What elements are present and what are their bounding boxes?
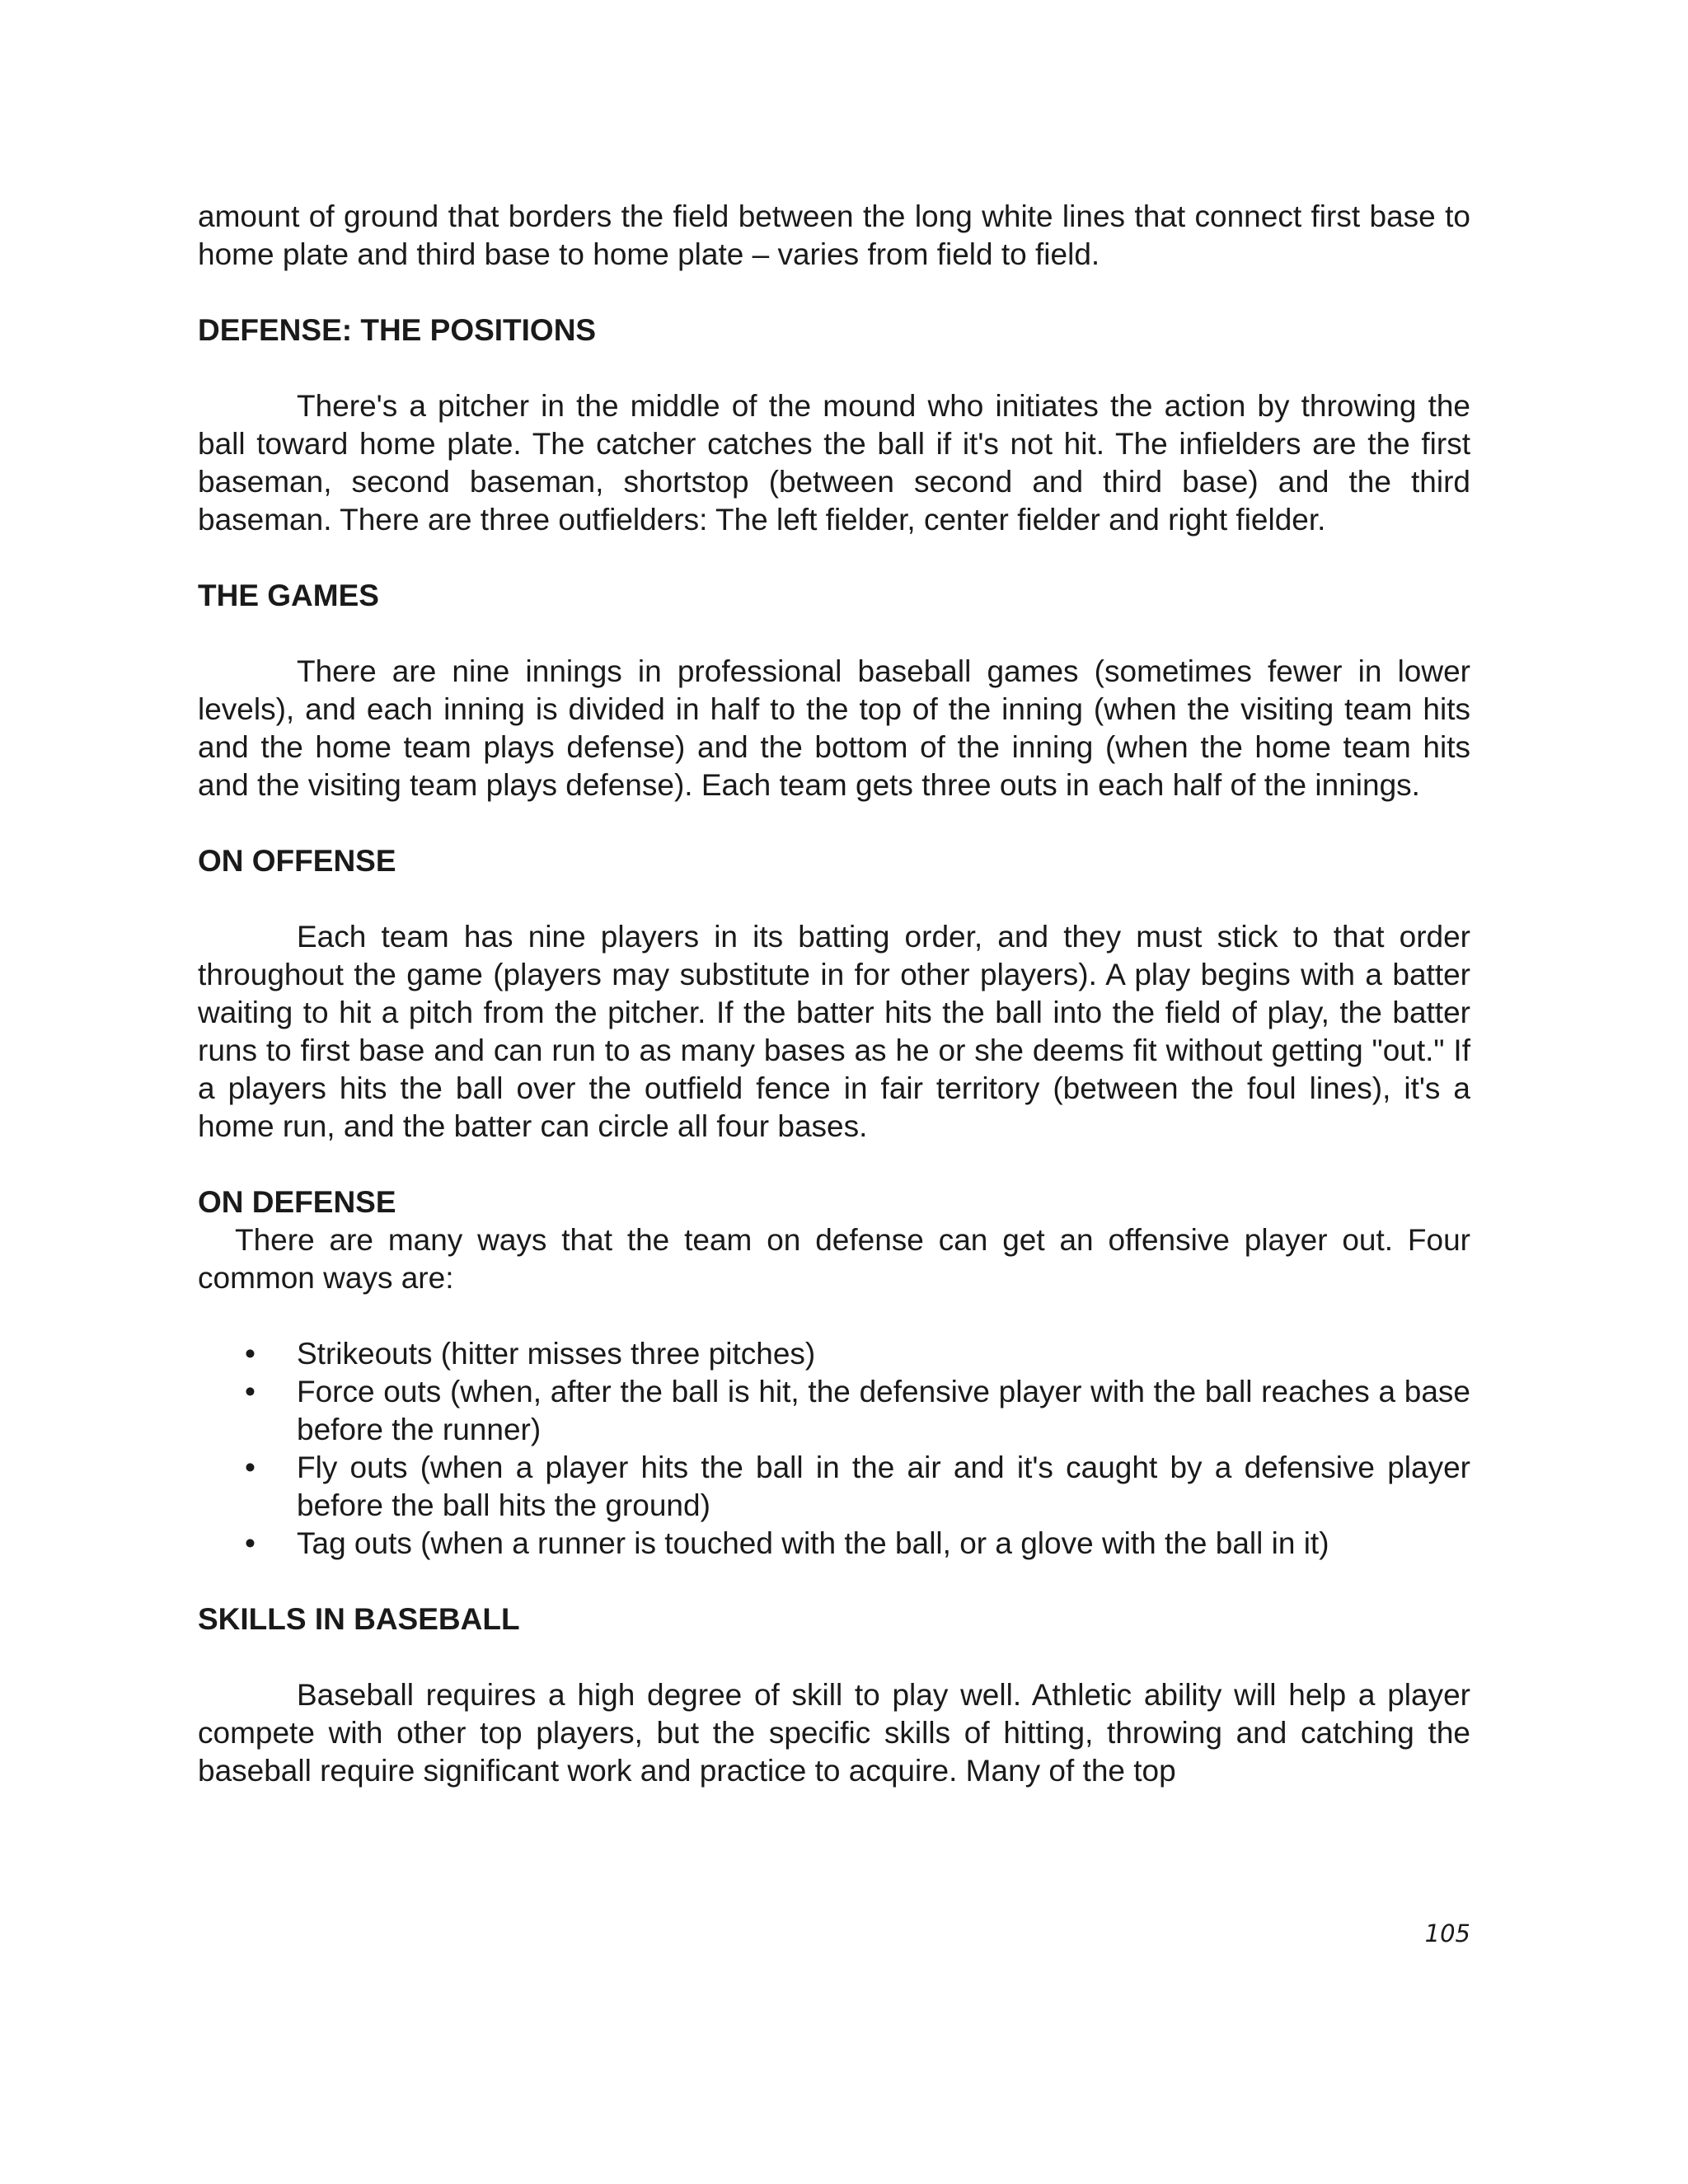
bullet-icon: • xyxy=(245,1526,256,1560)
section-heading-games: THE GAMES xyxy=(198,579,379,612)
section-heading-skills: SKILLS IN BASEBALL xyxy=(198,1602,520,1636)
list-item xyxy=(198,1373,1470,1449)
section-heading-defense: ON DEFENSE xyxy=(198,1185,396,1219)
intro-paragraph: amount of ground that borders the field between the long white lines that connect first base to home plate and third base to home plate – varies from field to field. xyxy=(198,199,1470,271)
section-paragraph-games: There are nine innings in professional baseball games (sometimes fewer in lower levels), and each inning is divided in half to the top of the inning (when the visiting team hits and the home team plays defense) and the bottom of the inning (when the home team hits and the visiting team plays defense). Each team gets three outs in each half of the innings. xyxy=(198,654,1470,802)
section-paragraph-skills: Baseball requires a high degree of skill to play well. Athletic ability will help a player compete with other top players, but the specific skills of hitting, throwing and catching the baseball require significant work and practice to acquire. Many of the top xyxy=(198,1678,1470,1788)
bullet-icon: • xyxy=(245,1375,256,1408)
list-item xyxy=(198,1449,1470,1525)
list-item xyxy=(198,1335,1470,1373)
list-item-text: Strikeouts (hitter misses three pitches) xyxy=(297,1337,816,1371)
list-item xyxy=(198,1525,1470,1563)
list-item-text: Tag outs (when a runner is touched with the ball, or a glove with the ball in it) xyxy=(297,1526,1329,1560)
section-heading-offense: ON OFFENSE xyxy=(198,844,396,878)
list-item-text: Force outs (when, after the ball is hit, the defensive player with the ball reaches a base before the runner) xyxy=(297,1375,1470,1446)
page-number: 105 xyxy=(1424,1919,1470,1947)
defense-bullet-list xyxy=(198,1335,1470,1563)
section-heading-positions: DEFENSE: THE POSITIONS xyxy=(198,313,597,347)
section-paragraph-offense: Each team has nine players in its batting order, and they must stick to that order throughout the game (players may substitute in for other players). A play begins with a batter waiting to hit a pitch from the pitcher. If the batter hits the ball into the field of play, the batter runs to first base and can run to as many bases as he or she deems fit without getting "out." If a players hits the ball over the outfield fence in fair territory (between the foul lines), it's a home run, and the batter can circle all four bases. xyxy=(198,920,1470,1143)
section-paragraph-positions: There's a pitcher in the middle of the mound who initiates the action by throwing the ball toward home plate. The catcher catches the ball if it's not hit. The infielders are the first baseman, second baseman, shortstop (between second and third base) and the third baseman. There are three outfielders: The left fielder, center fielder and right fielder. xyxy=(198,389,1470,537)
bullet-icon: • xyxy=(245,1451,256,1484)
section-paragraph-defense: There are many ways that the team on defense can get an offensive player out. Four common ways are: xyxy=(198,1223,1470,1295)
list-item-text: Fly outs (when a player hits the ball in the air and it's caught by a defensive player before the ball hits the ground) xyxy=(297,1451,1470,1522)
document-page xyxy=(198,198,1470,1790)
bullet-icon: • xyxy=(245,1337,256,1371)
